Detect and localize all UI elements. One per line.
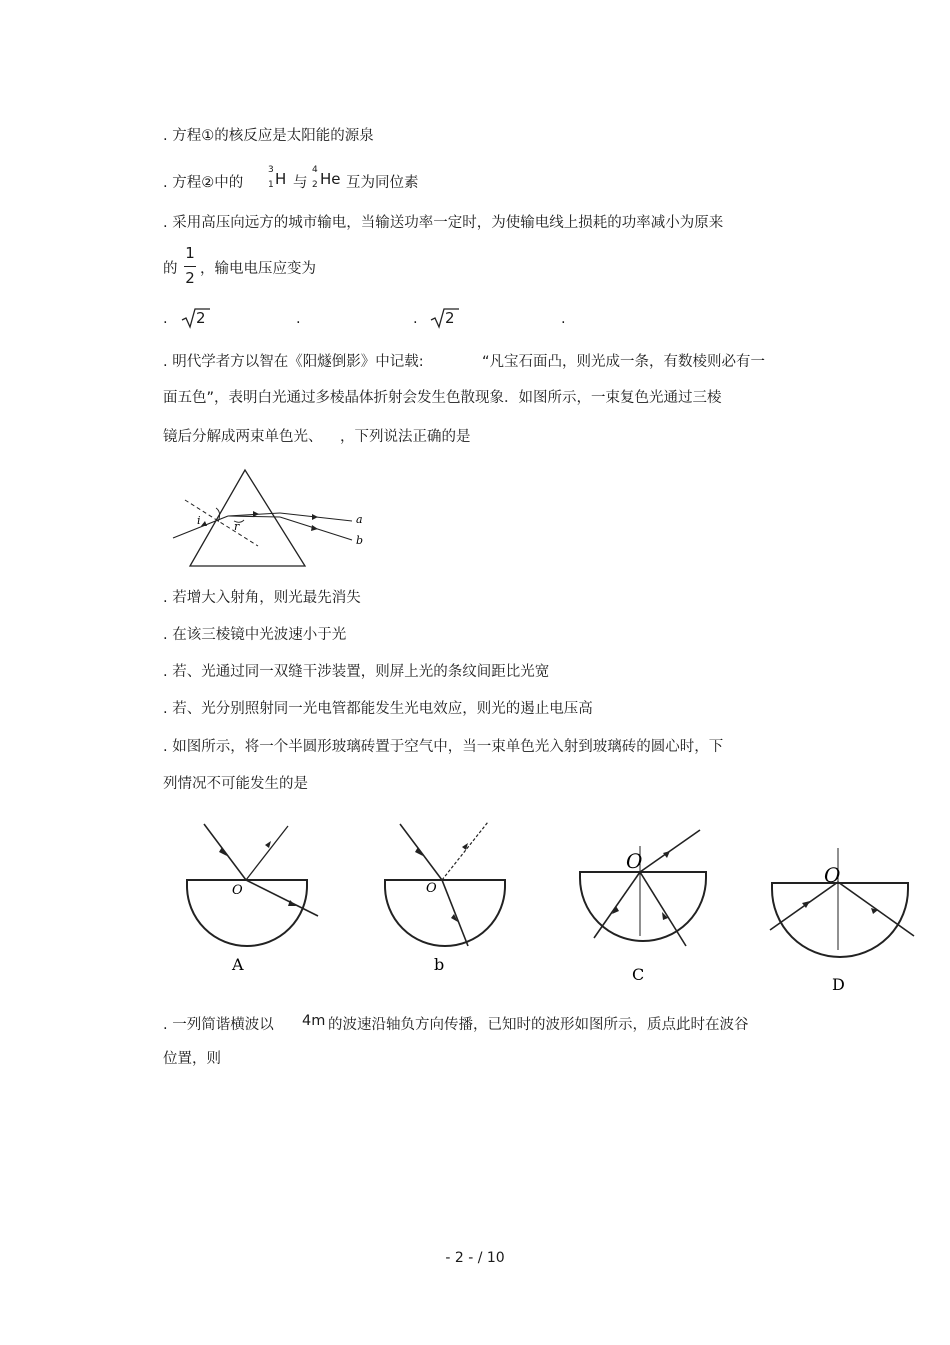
- semicircle-diagram-d: [764, 830, 924, 1000]
- question-prism-line-1-prefix: . 明代学者方以智在《阳燧倒影》中记载:: [163, 354, 424, 370]
- semicircle-diagram-a: [180, 818, 320, 978]
- fraction-denominator: 2: [185, 269, 195, 287]
- prism-option-4: . 若、光分别照射同一光电管都能发生光电效应，则光的遏止电压高: [163, 701, 593, 717]
- tritium-mass-number: 3: [268, 165, 274, 175]
- center-label-a: O: [232, 883, 243, 898]
- label-angle-r: r: [234, 520, 240, 533]
- tritium-atomic-number: 1: [268, 180, 274, 190]
- question-semicircle-line-2: 列情况不可能发生的是: [163, 776, 308, 792]
- label-ray-b: b: [356, 534, 364, 547]
- option-line-2-mid: 与: [293, 175, 308, 191]
- option-c-dot: .: [413, 311, 418, 327]
- option-b-dot: .: [296, 311, 301, 327]
- label-angle-i: i: [197, 514, 201, 527]
- semicircle-diagram-b: [378, 818, 518, 978]
- page-number: - 2 - / 10: [445, 1250, 505, 1266]
- semicircle-diagram-c: [574, 818, 724, 988]
- question-prism-line-3-prefix: 镜后分解成两束单色光、: [163, 429, 323, 445]
- question-prism-line-2: 面五色”，表明白光通过多棱晶体折射会发生色散现象．如图所示，一束复色光通过三棱: [163, 390, 722, 406]
- helium-mass-number: 4: [312, 165, 318, 175]
- question-semicircle-line-1: . 如图所示，将一个半圆形玻璃砖置于空气中，当一束单色光入射到玻璃砖的圆心时，下: [163, 739, 724, 755]
- option-line-2-prefix: . 方程②中的: [163, 175, 244, 191]
- center-label-d: O: [824, 863, 841, 887]
- figure-label-d: D: [832, 975, 845, 994]
- prism-option-1: . 若增大入射角，则光最先消失: [163, 590, 361, 606]
- center-label-c: O: [626, 849, 643, 873]
- option-line-1: . 方程①的核反应是太阳能的源泉: [163, 128, 374, 144]
- center-label-b: O: [426, 881, 437, 896]
- normal-line: [185, 500, 258, 546]
- question-prism-line-3-suffix: ，下列说法正确的是: [340, 429, 471, 445]
- option-c-value: 2: [445, 309, 455, 327]
- helium-atomic-number: 2: [312, 180, 318, 190]
- question-wave-line-1-suffix: 的波速沿轴负方向传播，已知时的波形如图所示，质点此时在波谷: [328, 1017, 749, 1033]
- option-d-dot: .: [561, 311, 566, 327]
- option-a-dot: .: [163, 311, 168, 327]
- fraction-bar: [184, 266, 196, 267]
- question-power-line-2-prefix: 的: [163, 261, 178, 277]
- prism-diagram: [170, 466, 380, 572]
- prism-option-2: . 在该三棱镜中光波速小于光: [163, 627, 347, 643]
- tritium-symbol: H: [275, 170, 287, 188]
- prism-option-3: . 若、光通过同一双缝干涉装置，则屏上光的条纹间距比光宽: [163, 664, 550, 680]
- option-a-value: 2: [196, 309, 206, 327]
- question-prism-line-1-quote: “凡宝石面凸，则光成一条，有数棱则必有一: [482, 354, 766, 370]
- question-power-line-1: . 采用高压向远方的城市输电，当输送功率一定时，为使输电线上损耗的功率减小为原来: [163, 215, 724, 231]
- helium-symbol: He: [320, 170, 341, 188]
- figure-label-b: b: [434, 955, 445, 974]
- figure-label-a: A: [232, 955, 244, 974]
- question-wave-line-2: 位置，则: [163, 1051, 221, 1067]
- label-ray-a: a: [356, 513, 363, 526]
- fraction-numerator: 1: [185, 244, 195, 262]
- question-wave-line-1-prefix: . 一列简谐横波以: [163, 1017, 274, 1033]
- figure-label-c: C: [632, 965, 645, 984]
- question-power-line-2-suffix: ，输电电压应变为: [200, 261, 316, 277]
- prism-triangle: [190, 470, 305, 566]
- question-wave-speed: 4m: [302, 1013, 326, 1029]
- option-line-2-suffix: 互为同位素: [346, 175, 419, 191]
